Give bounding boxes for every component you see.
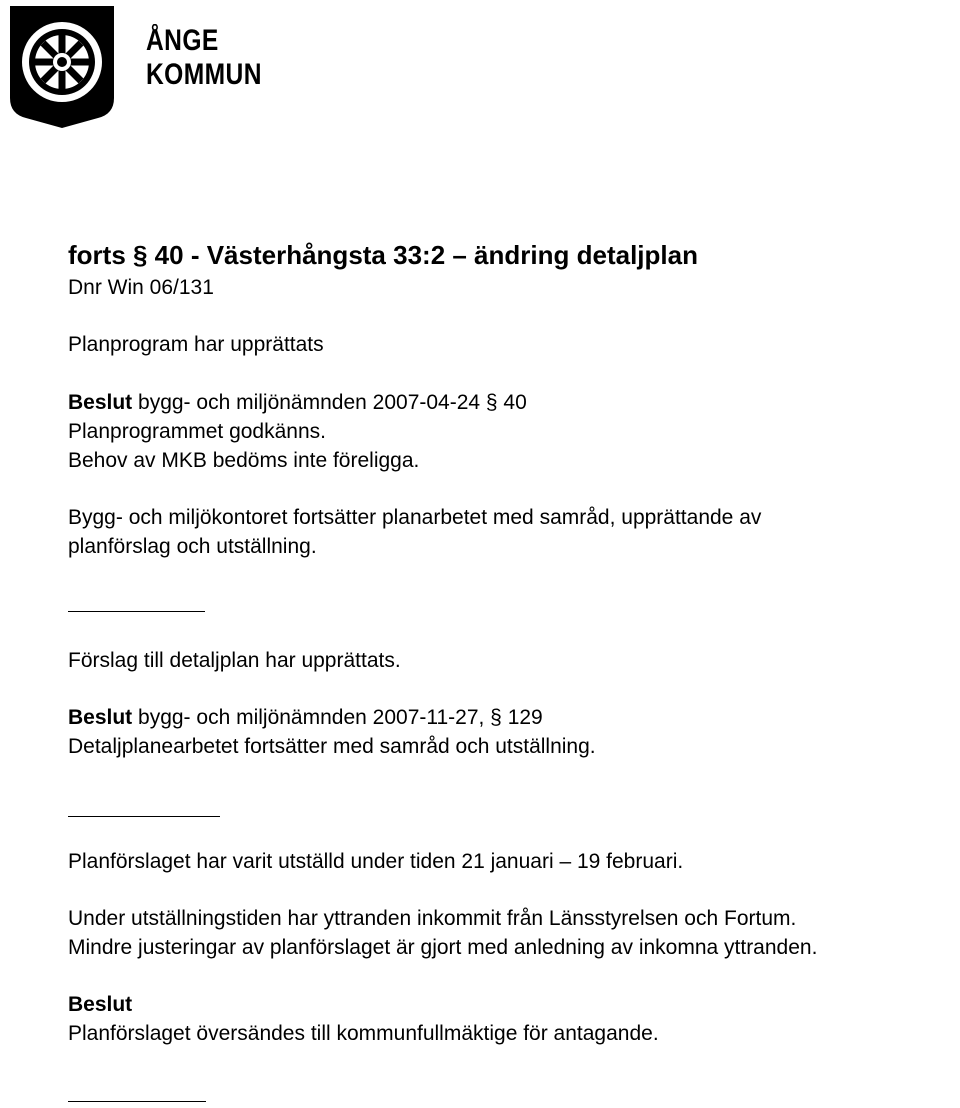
section1-paragraph-line1: Bygg- och miljökontoret fortsätter planarbetet med samråd, upprättande av [68, 506, 762, 529]
section1-line1: Planprogrammet godkänns. [68, 420, 326, 443]
section1-decision [68, 390, 527, 416]
divider-2 [68, 816, 220, 817]
ange-kommun-logo-icon [6, 2, 118, 130]
decision-label: Beslut [68, 391, 133, 414]
section2-decision [68, 705, 543, 731]
divider-3 [68, 1101, 206, 1102]
dnr-number: Dnr Win 06/131 [68, 276, 214, 299]
document-title: forts § 40 - Västerhångsta 33:2 – ändring detaljplan [68, 240, 698, 270]
section3-decision-text: Planförslaget översändes till kommunfullmäktige för antagande. [68, 1022, 659, 1045]
section1-heading: Planprogram har upprättats [68, 333, 324, 356]
divider-1 [68, 611, 205, 612]
decision-text: bygg- och miljönämnden 2007-04-24 § 40 [132, 391, 527, 414]
logo-line-2: KOMMUN [146, 58, 262, 91]
decision-label: Beslut [68, 706, 133, 729]
section3-line2: Under utställningstiden har yttranden inkommit från Länsstyrelsen och Fortum. [68, 907, 797, 930]
section1-line2: Behov av MKB bedöms inte föreligga. [68, 449, 420, 472]
section3-line3: Mindre justeringar av planförslaget är gjort med anledning av inkomna yttranden. [68, 936, 818, 959]
section3-decision-label: Beslut [68, 993, 133, 1016]
section2-line1: Detaljplanearbetet fortsätter med samråd och utställning. [68, 735, 596, 758]
section1-paragraph-line2: planförslag och utställning. [68, 535, 317, 558]
section3-line1: Planförslaget har varit utställd under tiden 21 januari – 19 februari. [68, 850, 684, 873]
logo-wordmark [146, 24, 262, 92]
section2-heading: Förslag till detaljplan har upprättats. [68, 649, 401, 672]
decision-text: bygg- och miljönämnden 2007-11-27, § 129 [132, 706, 543, 729]
logo-line-1: ÅNGE [146, 24, 219, 57]
